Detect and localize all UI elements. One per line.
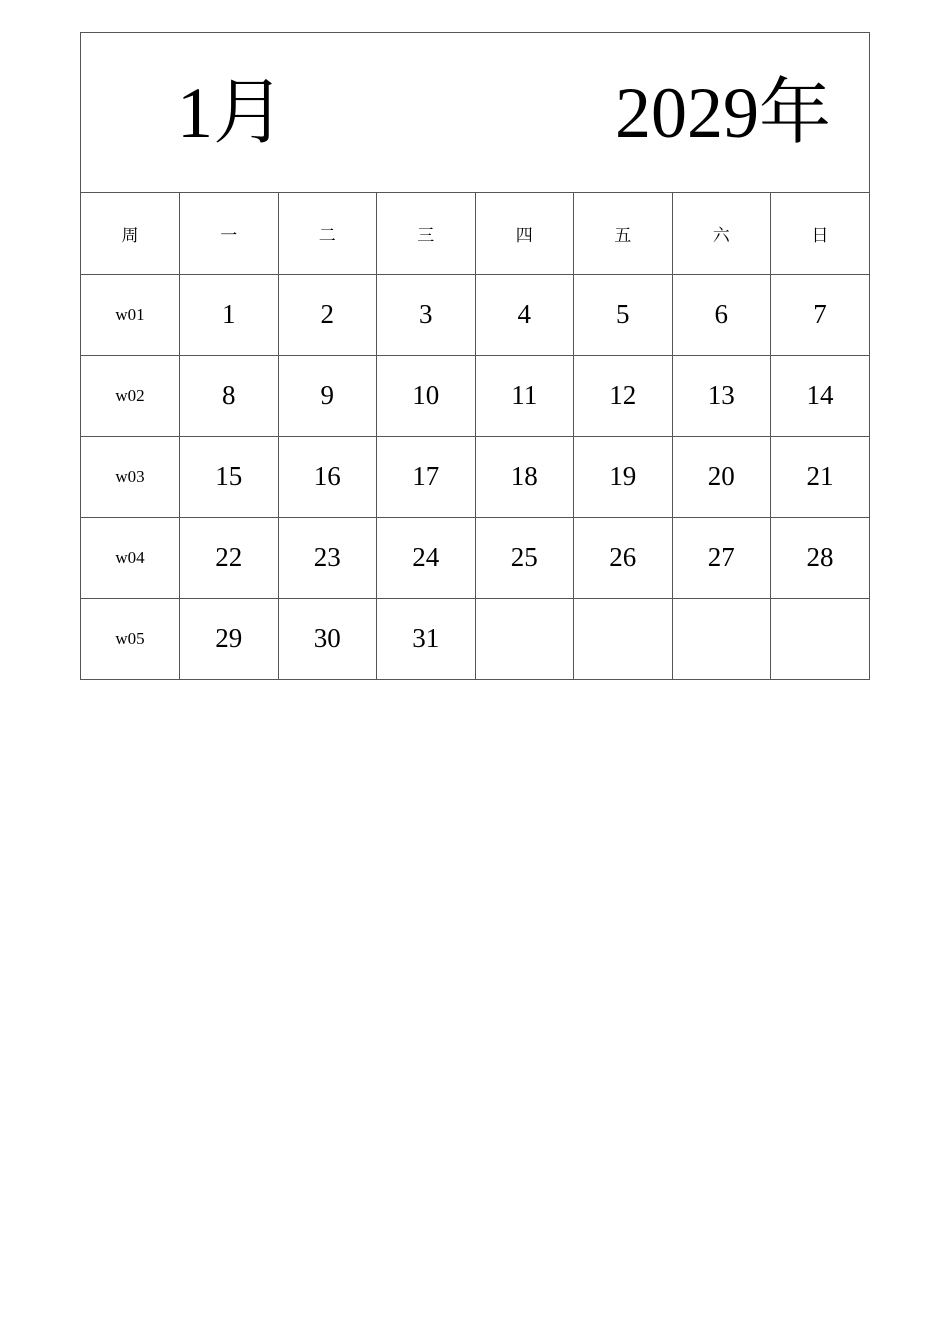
weekday-header-row xyxy=(81,193,869,274)
week-number: w04 xyxy=(81,517,180,598)
day-cell: 9 xyxy=(278,355,377,436)
day-cell: 30 xyxy=(278,598,377,679)
week-row xyxy=(81,274,869,355)
day-cell: 28 xyxy=(771,517,870,598)
day-cell: 14 xyxy=(771,355,870,436)
weekday-header-fri: 五 xyxy=(574,193,673,274)
day-cell: 18 xyxy=(475,436,574,517)
day-cell: 25 xyxy=(475,517,574,598)
day-cell: 22 xyxy=(180,517,279,598)
day-cell: 7 xyxy=(771,274,870,355)
day-cell: 6 xyxy=(672,274,771,355)
day-cell: 2 xyxy=(278,274,377,355)
day-cell: 3 xyxy=(377,274,476,355)
week-row xyxy=(81,598,869,679)
day-cell: 1 xyxy=(180,274,279,355)
day-cell: 10 xyxy=(377,355,476,436)
year-title: 2029年 xyxy=(614,73,831,153)
weekday-header-sun: 日 xyxy=(771,193,870,274)
day-cell: 5 xyxy=(574,274,673,355)
week-row xyxy=(81,436,869,517)
day-cell: 8 xyxy=(180,355,279,436)
day-cell xyxy=(672,598,771,679)
day-cell: 15 xyxy=(180,436,279,517)
week-number: w01 xyxy=(81,274,180,355)
day-cell xyxy=(574,598,673,679)
week-row xyxy=(81,355,869,436)
week-row xyxy=(81,517,869,598)
day-cell xyxy=(771,598,870,679)
day-cell: 19 xyxy=(574,436,673,517)
day-cell: 31 xyxy=(377,598,476,679)
weekday-header-thu: 四 xyxy=(475,193,574,274)
day-cell: 27 xyxy=(672,517,771,598)
calendar xyxy=(80,32,870,680)
day-cell: 4 xyxy=(475,274,574,355)
day-cell: 13 xyxy=(672,355,771,436)
weekday-header-wed: 三 xyxy=(377,193,476,274)
week-column-header: 周 xyxy=(81,193,180,274)
weekday-header-mon: 一 xyxy=(180,193,279,274)
day-cell: 11 xyxy=(475,355,574,436)
day-cell: 16 xyxy=(278,436,377,517)
weekday-header-sat: 六 xyxy=(672,193,771,274)
day-cell: 24 xyxy=(377,517,476,598)
day-cell: 26 xyxy=(574,517,673,598)
weekday-header-tue: 二 xyxy=(278,193,377,274)
week-number: w02 xyxy=(81,355,180,436)
day-cell: 21 xyxy=(771,436,870,517)
week-number: w03 xyxy=(81,436,180,517)
day-cell: 20 xyxy=(672,436,771,517)
day-cell xyxy=(475,598,574,679)
month-title: 1月 xyxy=(177,73,286,153)
day-cell: 17 xyxy=(377,436,476,517)
week-number: w05 xyxy=(81,598,180,679)
day-cell: 23 xyxy=(278,517,377,598)
day-cell: 12 xyxy=(574,355,673,436)
calendar-grid xyxy=(81,193,869,679)
day-cell: 29 xyxy=(180,598,279,679)
calendar-header xyxy=(81,33,869,193)
